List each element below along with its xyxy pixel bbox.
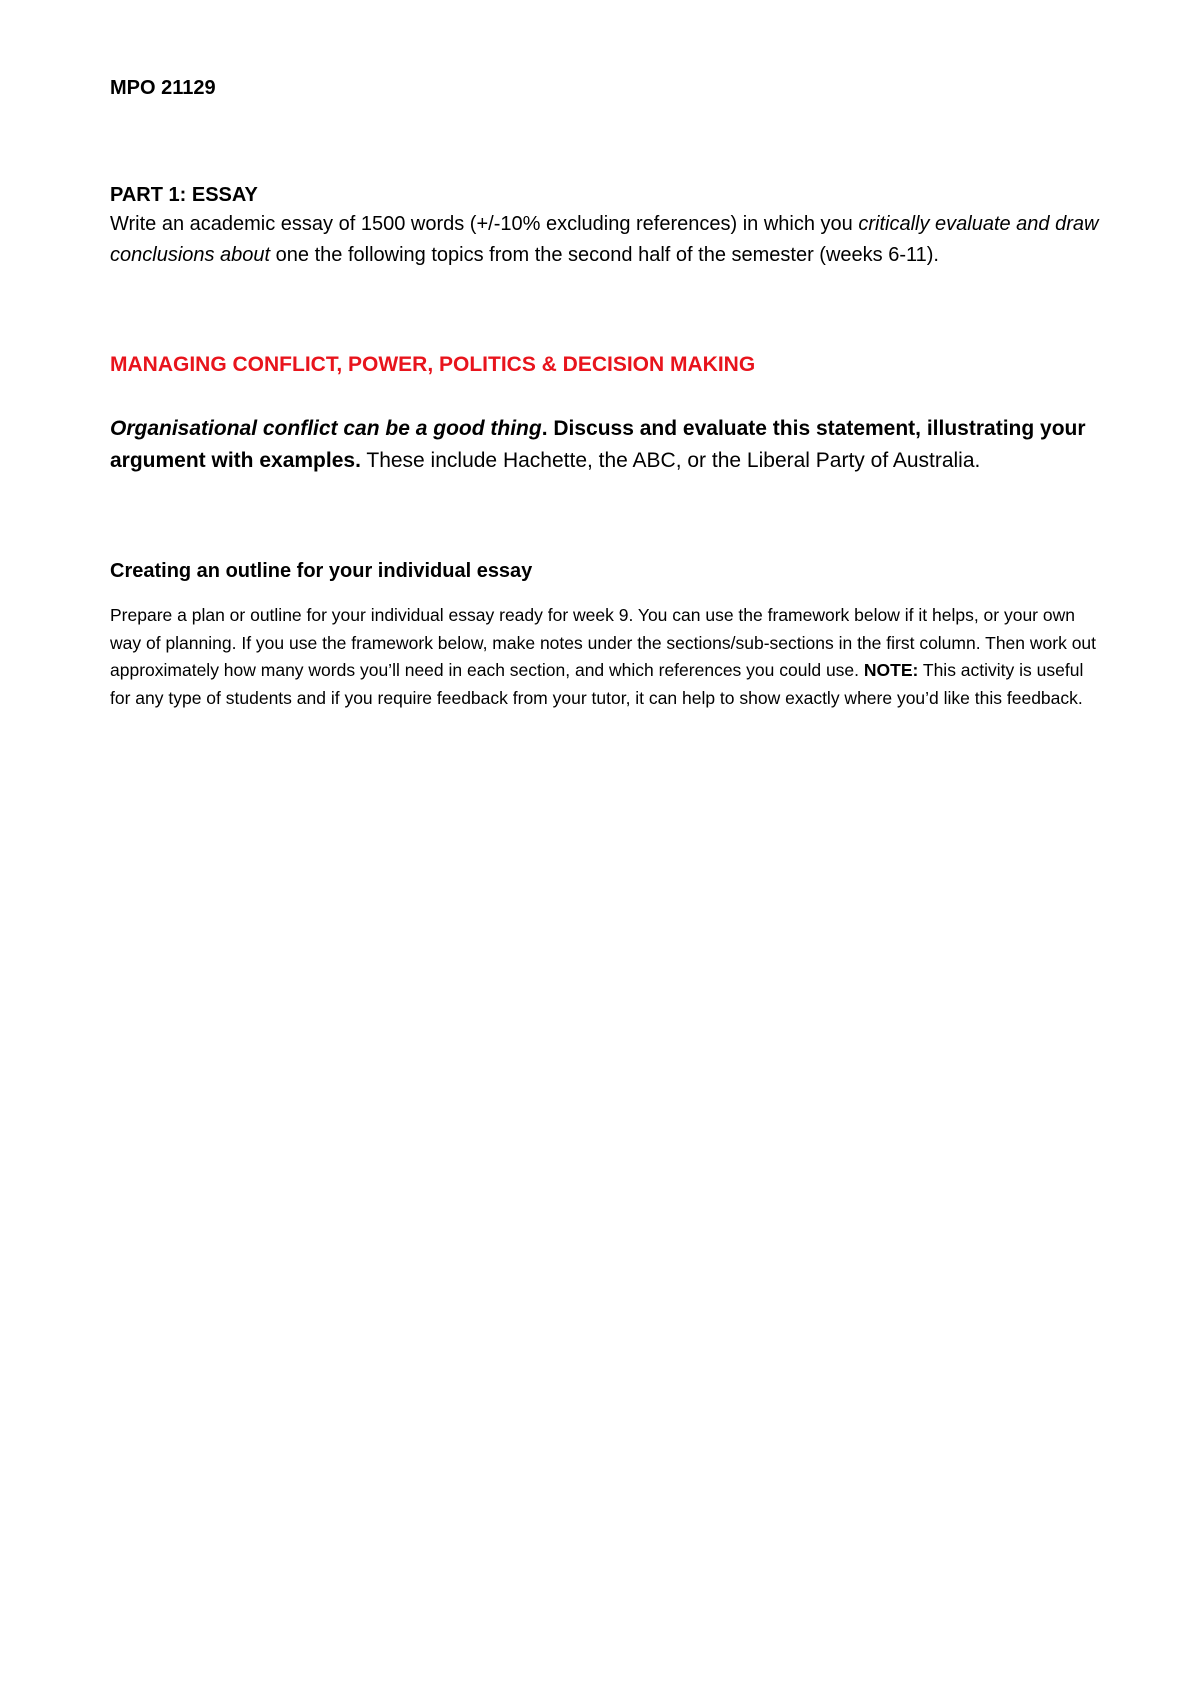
topic-statement-bold: . Discuss and evaluate this statement, illustrating your argument with examples. bbox=[110, 417, 1086, 472]
topic-heading: MANAGING CONFLICT, POWER, POLITICS & DECISION MAKING bbox=[110, 353, 756, 376]
course-code: MPO 21129 bbox=[110, 77, 216, 99]
outline-instructions-text-2: This activity is useful for any type of students and if you require feedback from your tutor, it can help to show exactly where you’d like this feedback. bbox=[110, 660, 1084, 708]
outline-heading: Creating an outline for your individual essay bbox=[110, 560, 533, 582]
outline-instructions bbox=[110, 602, 1100, 712]
topic-statement bbox=[110, 413, 1100, 477]
outline-instructions-text-1: Prepare a plan or outline for your individual essay ready for week 9. You can use the framework below if it helps, or your own way of planning. If you use the framework below, make notes under the sections/sub-sections in the first column. Then work out approximately how many words you’ll need in each section, and which references you could use. bbox=[110, 605, 1097, 680]
topic-statement-italic: Organisational conflict can be a good thing bbox=[110, 417, 542, 440]
note-label: NOTE: bbox=[863, 660, 919, 680]
essay-instructions-text-1: Write an academic essay of 1500 words (+/-10% excluding references) in which you bbox=[110, 213, 859, 235]
essay-instructions-emphasis: critically evaluate and draw conclusions about bbox=[110, 213, 1099, 266]
part-heading: PART 1: ESSAY bbox=[110, 184, 258, 206]
topic-statement-rest: These include Hachette, the ABC, or the Liberal Party of Australia. bbox=[360, 449, 981, 472]
essay-instructions-text-2: one the following topics from the second half of the semester (weeks 6-11). bbox=[270, 244, 939, 266]
essay-instructions bbox=[110, 209, 1100, 271]
